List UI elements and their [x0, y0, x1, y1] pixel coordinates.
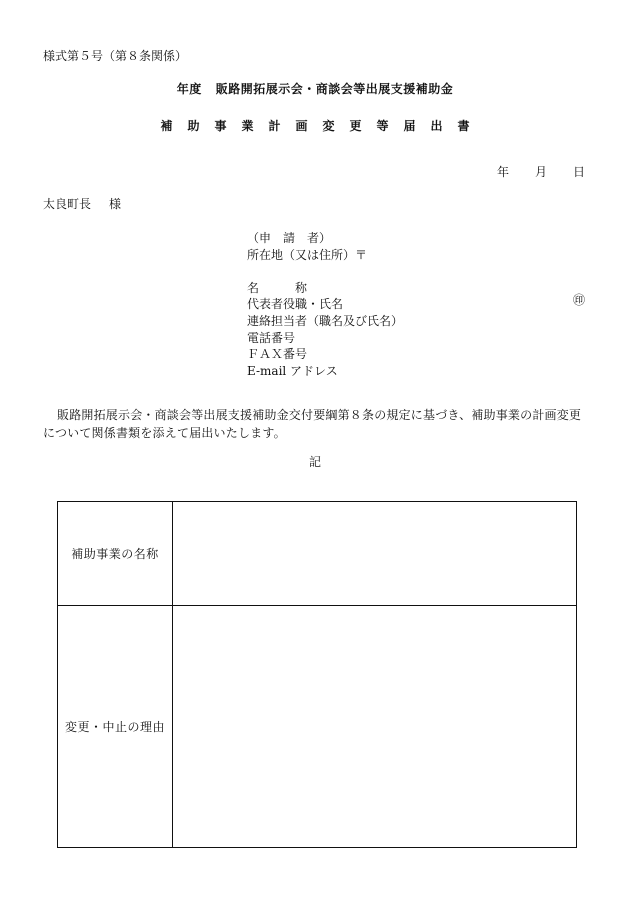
ki-heading: 記 [308, 455, 321, 469]
title-line-1 [0, 83, 630, 95]
addressee-name: 太良町長 [43, 197, 92, 211]
row-label-project-name: 補助事業の名称 [58, 502, 173, 606]
applicant-heading: （申 請 者） [247, 231, 332, 245]
row-value-project-name[interactable] [173, 502, 577, 606]
form-number: 様式第５号（第８条関係） [43, 49, 188, 63]
applicant-block [247, 230, 403, 379]
date-day: 日 [573, 165, 586, 179]
table-row [58, 502, 577, 606]
applicant-representative: 代表者役職・氏名 [247, 297, 344, 312]
applicant-contact: 連絡担当者（職名及び氏名） [247, 313, 404, 328]
table-row [58, 606, 577, 848]
date-month: 月 [535, 165, 548, 179]
date-year: 年 [497, 165, 510, 179]
title-year: 年度 [176, 82, 202, 96]
applicant-spacer [247, 263, 403, 280]
applicant-email: E-mail アドレス [247, 363, 338, 378]
applicant-phone: 電話番号 [247, 330, 296, 345]
change-form-table [57, 501, 577, 848]
seal-mark: ㊞ [573, 293, 586, 307]
addressee [43, 198, 121, 210]
applicant-fax: ＦＡＸ番号 [247, 347, 308, 362]
row-label-change-reason: 変更・中止の理由 [58, 606, 173, 848]
row-value-change-reason[interactable] [173, 606, 577, 848]
body-paragraph: 販路開拓展示会・商談会等出展支援補助金交付要綱第８条の規定に基づき、補助事業の計画変更について関係書類を添えて届出いたします。 [43, 408, 582, 440]
title-line-2: 補助事業計画変更等届出書 [160, 119, 485, 133]
title-main: 販路開拓展示会・商談会等出展支援補助金 [215, 82, 454, 96]
addressee-honorific: 様 [109, 197, 122, 211]
applicant-address: 所在地（又は住所）〒 [247, 247, 368, 262]
applicant-name: 名 称 [247, 280, 308, 295]
